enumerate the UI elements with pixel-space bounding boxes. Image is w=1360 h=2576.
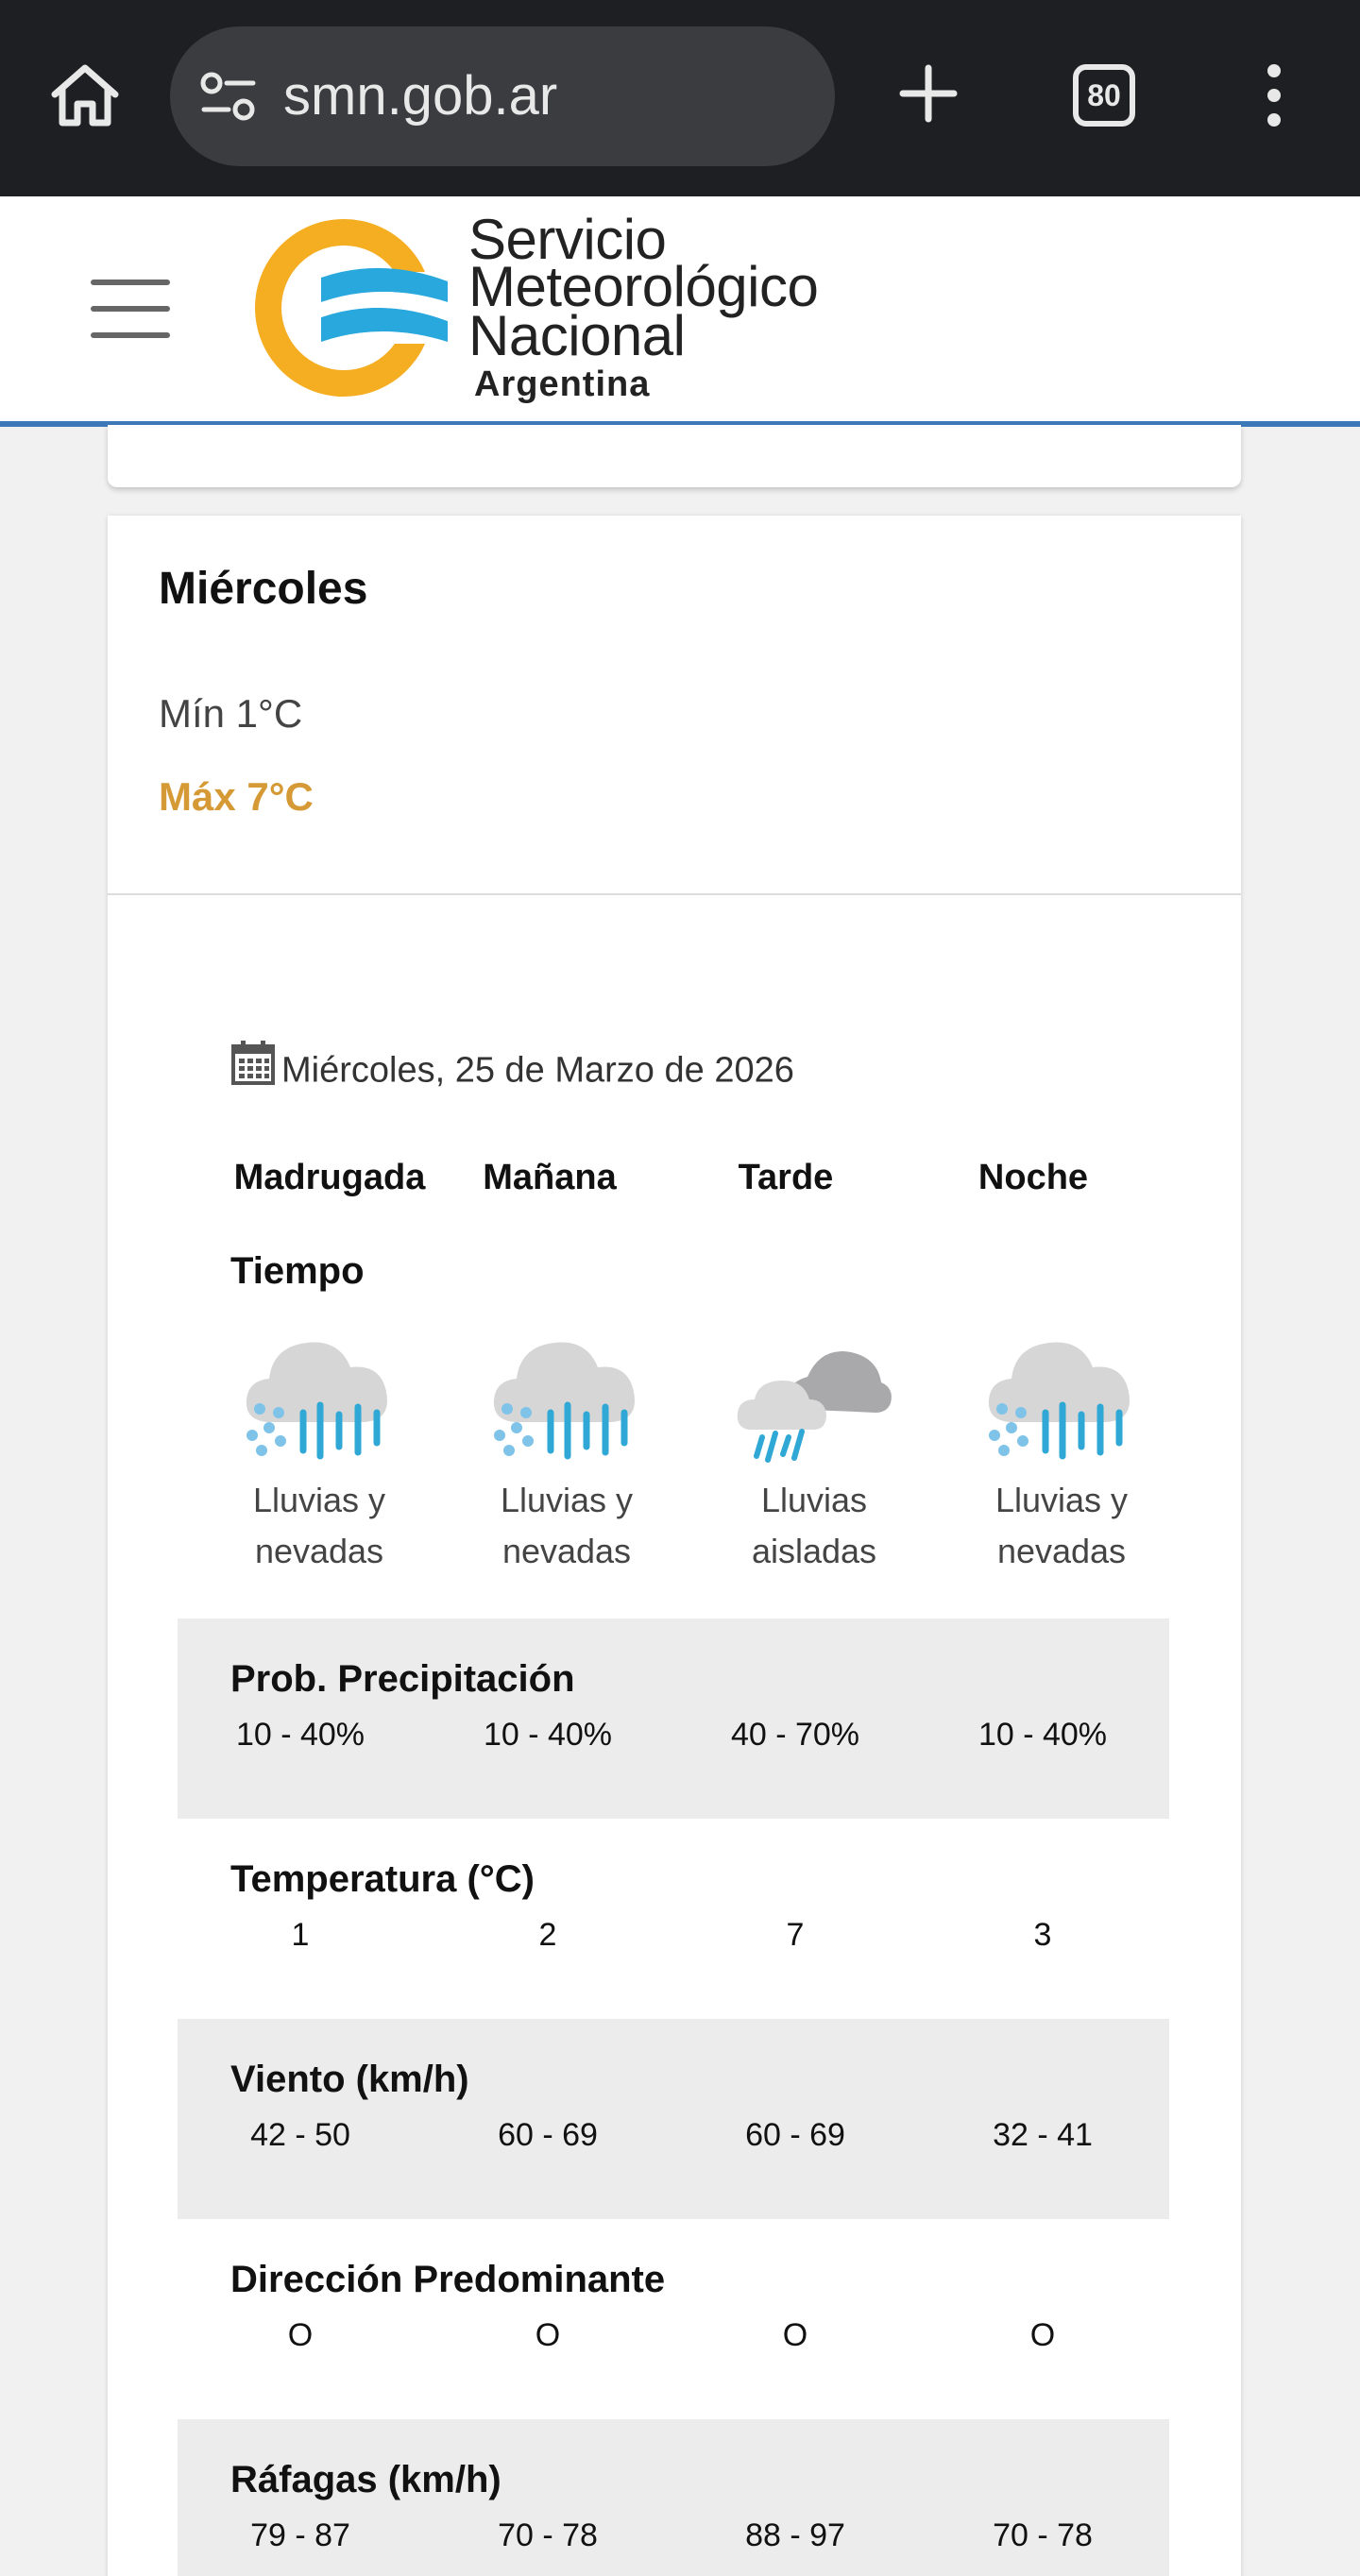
new-tab-icon[interactable] [899,64,958,123]
row-value: 32 - 41 [993,2117,1093,2153]
weather-desc-tarde [710,1475,918,1577]
row-value: 60 - 69 [498,2117,598,2153]
weather-desc-madrugada [215,1475,423,1577]
weather-desc-line1: Lluvias y [500,1481,634,1519]
weather-desc-line1: Lluvias y [252,1481,386,1519]
rain-snow-icon [239,1318,400,1469]
logo-text-servicio: Servicio [468,208,667,271]
previous-card [108,425,1241,487]
forecast-card [108,516,1241,2576]
row-value: O [782,2317,808,2353]
row-values [230,2517,1213,2565]
row-value: 1 [291,1917,310,1953]
row-value: 10 - 40% [978,1717,1108,1753]
day-title: Miércoles [159,564,368,614]
forecast-date-text: Miércoles, 25 de Marzo de 2026 [281,1050,794,1091]
row-value: 79 - 87 [250,2517,350,2553]
logo-text-argentina: Argentina [474,364,651,404]
divider [108,893,1241,895]
site-settings-icon[interactable] [200,70,257,123]
url-text[interactable]: smn.gob.ar [283,65,558,127]
row-values [230,2117,1213,2164]
weather-desc-manana [463,1475,671,1577]
row-gusts [178,2419,1169,2576]
weather-desc-line1: Lluvias y [994,1481,1129,1519]
weather-madrugada [215,1318,423,1577]
row-wind [178,2019,1169,2219]
period-manana: Mañana [483,1158,617,1197]
home-icon[interactable] [49,62,121,128]
address-bar[interactable] [170,26,835,166]
smn-logo-mark [240,215,457,400]
tiempo-label: Tiempo [230,1250,365,1292]
min-temperature: Mín 1°C [159,691,303,736]
row-direction [178,2219,1169,2419]
row-value: 60 - 69 [745,2117,845,2153]
period-headers [230,1158,1213,1214]
weather-desc-line2: nevadas [254,1532,384,1570]
period-noche: Noche [978,1158,1089,1197]
row-precipitation [178,1618,1169,1819]
logo-text-meteorologico: Meteorológico [468,255,819,318]
row-value: 10 - 40% [483,1717,613,1753]
weather-tarde [710,1318,918,1577]
forecast-date [230,1039,794,1091]
row-label: Dirección Predominante [230,2259,666,2300]
row-value: 70 - 78 [993,2517,1093,2553]
weather-desc-line2: nevadas [502,1532,632,1570]
row-value: 40 - 70% [730,1717,860,1753]
browser-toolbar [0,0,1360,196]
period-tarde: Tarde [738,1158,834,1197]
row-value: 10 - 40% [235,1717,366,1753]
row-value: 3 [1033,1917,1052,1953]
weather-desc-line2: nevadas [996,1532,1127,1570]
rain-snow-icon [486,1318,647,1469]
calendar-icon [230,1039,276,1086]
smn-logo[interactable] [240,208,882,406]
row-temperature [178,1819,1169,2019]
row-values [230,1717,1213,1764]
weather-desc-line2: aisladas [751,1532,877,1570]
row-label: Temperatura (°C) [230,1858,535,1900]
row-label: Prob. Precipitación [230,1658,575,1700]
row-value: O [535,2317,561,2353]
row-value: O [1029,2317,1056,2353]
row-value: 70 - 78 [498,2517,598,2553]
row-values [230,2317,1213,2364]
row-value: 88 - 97 [745,2517,845,2553]
row-value: 2 [538,1917,557,1953]
more-menu-icon[interactable] [1260,62,1288,128]
weather-desc-line1: Lluvias [760,1481,868,1519]
hamburger-menu-icon[interactable] [91,280,170,338]
weather-icons-row [230,1318,1213,1583]
isolated-rain-icon [734,1318,894,1469]
row-label: Ráfagas (km/h) [230,2459,502,2500]
row-label: Viento (km/h) [230,2059,469,2100]
period-madrugada: Madrugada [233,1158,426,1197]
row-value: 7 [786,1917,805,1953]
max-temperature: Máx 7°C [159,774,314,819]
weather-noche [958,1318,1165,1577]
row-value: 42 - 50 [250,2117,350,2153]
weather-desc-noche [958,1475,1165,1577]
row-values [230,1917,1213,1964]
row-value: O [287,2317,314,2353]
rain-snow-icon [981,1318,1142,1469]
site-header [0,196,1360,427]
logo-text-nacional: Nacional [468,304,686,367]
weather-manana [463,1318,671,1577]
tab-switcher-button[interactable]: 80 [1073,64,1135,127]
